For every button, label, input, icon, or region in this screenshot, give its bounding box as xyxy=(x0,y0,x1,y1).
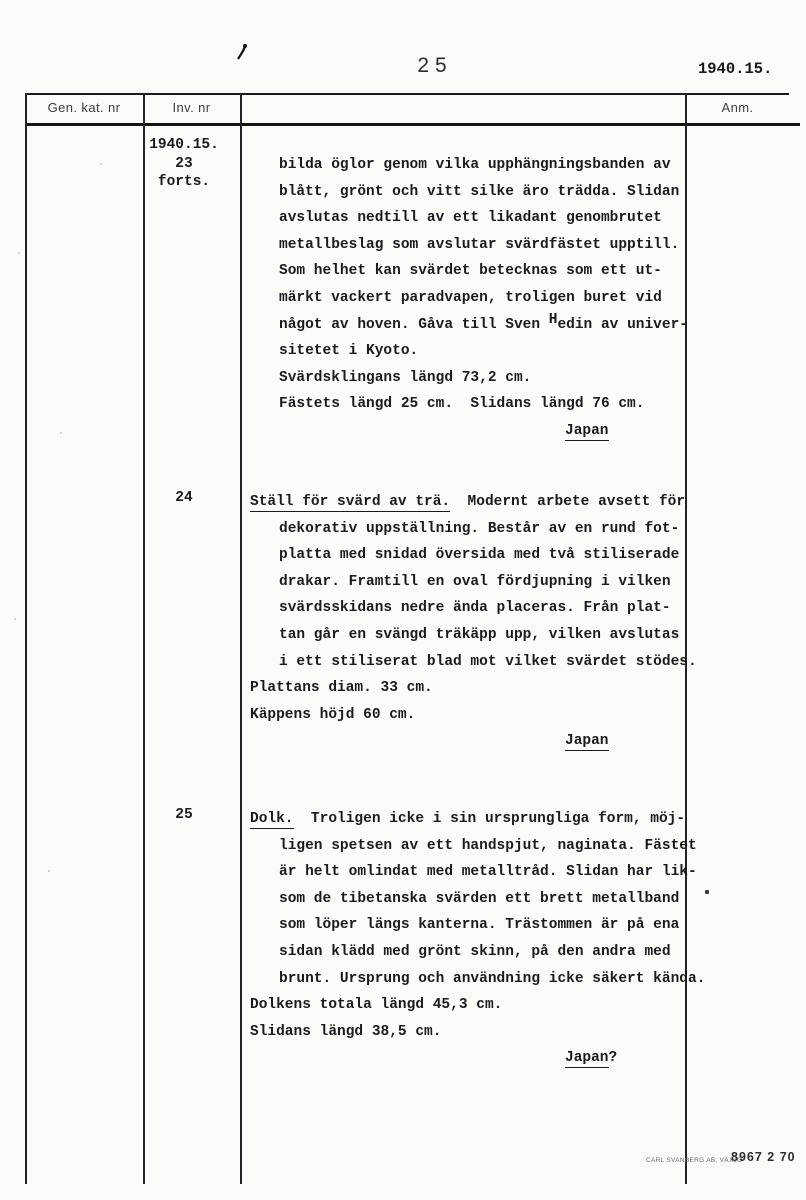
text-segment: ligen spetsen av ett handspjut, naginata. Fästet xyxy=(279,837,697,854)
text-line xyxy=(279,833,720,860)
item-description xyxy=(250,489,720,755)
scan-speck xyxy=(48,870,50,872)
column-header-inv-nr: Inv. nr xyxy=(172,100,211,115)
text-line xyxy=(279,859,720,886)
text-line xyxy=(279,595,720,622)
scan-speck xyxy=(18,252,20,254)
item-description xyxy=(250,806,720,1072)
column-header-anm: Anm. xyxy=(721,100,754,115)
text-segment: brunt. Ursprung och användning icke säkert kända. xyxy=(279,970,706,987)
text-line xyxy=(279,569,720,596)
text-segment: som löper längs kanterna. Trästommen är på ena xyxy=(279,917,680,934)
text-segment: metallbeslag som avslutar svärdfästet upptill. xyxy=(279,236,680,253)
ink-dot xyxy=(705,890,709,894)
text-line xyxy=(279,542,720,569)
text-line xyxy=(250,806,720,833)
text-segment: tan går en svängd träkäpp upp, vilken avslutas xyxy=(279,626,680,643)
text-segment: i ett stiliserat blad mot vilket svärdet stödes. xyxy=(279,653,697,670)
scan-speck xyxy=(14,618,16,620)
text-line xyxy=(279,152,720,179)
text-line xyxy=(279,338,720,365)
text-segment: Käppens höjd 60 cm. xyxy=(250,706,416,723)
text-line xyxy=(250,1019,720,1046)
text-line xyxy=(279,939,720,966)
text-segment: Dolkens totala längd 45,3 cm. xyxy=(250,997,503,1014)
text-line xyxy=(279,179,720,206)
text-segment: H xyxy=(548,311,558,328)
text-line xyxy=(279,391,720,418)
text-line xyxy=(279,886,720,913)
text-segment: bilda öglor genom vilka upphängningsbanden av xyxy=(279,157,671,173)
text-segment: märkt vackert paradvapen, troligen buret vid xyxy=(279,289,662,306)
inv-number-line: forts. xyxy=(157,174,211,190)
text-line xyxy=(279,312,720,339)
item-description xyxy=(250,152,720,445)
text-segment: Svärdsklingans längd 73,2 cm. xyxy=(279,369,532,386)
printer-code: 8967 2 70 xyxy=(731,1150,796,1164)
text-line xyxy=(250,675,720,702)
text-segment: drakar. Framtill en oval fördjupning i vilken xyxy=(279,573,671,590)
inv-number xyxy=(145,489,223,508)
table-top-rule xyxy=(25,93,789,95)
origin-country: Japan xyxy=(565,1050,609,1067)
text-line xyxy=(279,912,720,939)
inv-number xyxy=(145,136,223,192)
text-line xyxy=(279,649,720,676)
column-divider-1 xyxy=(143,93,145,1184)
text-segment: Slidans längd 38,5 cm. xyxy=(250,1023,442,1040)
text-line xyxy=(279,516,720,543)
text-segment: edin av univer- xyxy=(557,316,688,333)
text-line xyxy=(250,489,720,516)
text-line xyxy=(279,365,720,392)
text-line xyxy=(250,702,720,729)
column-header-gen-kat-nr: Gen. kat. nr xyxy=(47,100,121,115)
inv-number-line: 24 xyxy=(175,490,193,506)
text-line xyxy=(279,966,720,993)
page-number: 25 xyxy=(417,54,453,77)
origin-country: Japan xyxy=(565,733,609,750)
text-segment: dekorativ uppställning. Består av en rund fot- xyxy=(279,520,680,537)
underlined-text: Dolk. xyxy=(250,811,294,827)
text-segment: avslutas nedtill av ett likadant genombrutet xyxy=(279,210,662,227)
text-segment: sitetet i Kyoto. xyxy=(279,343,419,360)
text-line xyxy=(279,285,720,312)
text-line xyxy=(279,205,720,232)
text-segment: som de tibetanska svärden ett brett metallband xyxy=(279,890,680,907)
text-segment: Som helhet kan svärdet betecknas som ett ut- xyxy=(279,263,662,280)
inv-number xyxy=(145,806,223,825)
text-segment: platta med snidad översida med två stiliserade xyxy=(279,547,680,564)
table-header-rule xyxy=(25,123,800,126)
text-segment: blått, grönt och vitt silke äro trädda. Slidan xyxy=(279,183,680,200)
text-segment: svärdsskidans nedre ända placeras. Från plat- xyxy=(279,600,671,617)
text-line xyxy=(279,622,720,649)
origin-line xyxy=(565,728,720,755)
table-left-border xyxy=(25,93,27,1184)
text-segment: Fästets längd 25 cm. Slidans längd 76 cm. xyxy=(279,396,645,413)
origin-suffix: ? xyxy=(608,1050,618,1067)
text-segment: är helt omlindat med metalltråd. Slidan har lik- xyxy=(279,864,697,881)
text-segment: Troligen icke i sin ursprungliga form, möj- xyxy=(293,811,686,827)
scan-speck xyxy=(60,432,62,434)
text-line xyxy=(279,232,720,259)
text-segment: Plattans diam. 33 cm. xyxy=(250,680,433,697)
origin-country: Japan xyxy=(565,422,609,439)
inv-number-line: 25 xyxy=(175,807,193,823)
text-segment: Modernt arbete avsett för xyxy=(450,494,686,510)
origin-line xyxy=(565,418,720,445)
origin-line xyxy=(565,1045,720,1072)
document-reference: 1940.15. xyxy=(698,60,773,78)
scan-speck xyxy=(100,163,102,165)
column-divider-2 xyxy=(240,93,242,1184)
printer-imprint: CARL SVANBERG AB, VÄXJÖ xyxy=(646,1157,743,1164)
inv-number-line: 1940.15. xyxy=(149,137,219,153)
text-line xyxy=(279,258,720,285)
text-line xyxy=(250,992,720,1019)
ink-mark xyxy=(234,42,250,62)
underlined-text: Ställ för svärd av trä. xyxy=(250,494,451,510)
inv-number-line: 23 xyxy=(175,155,193,172)
text-segment: något av hoven. Gåva till Sven xyxy=(279,316,549,333)
text-segment: sidan klädd med grönt skinn, på den andra med xyxy=(279,943,671,960)
